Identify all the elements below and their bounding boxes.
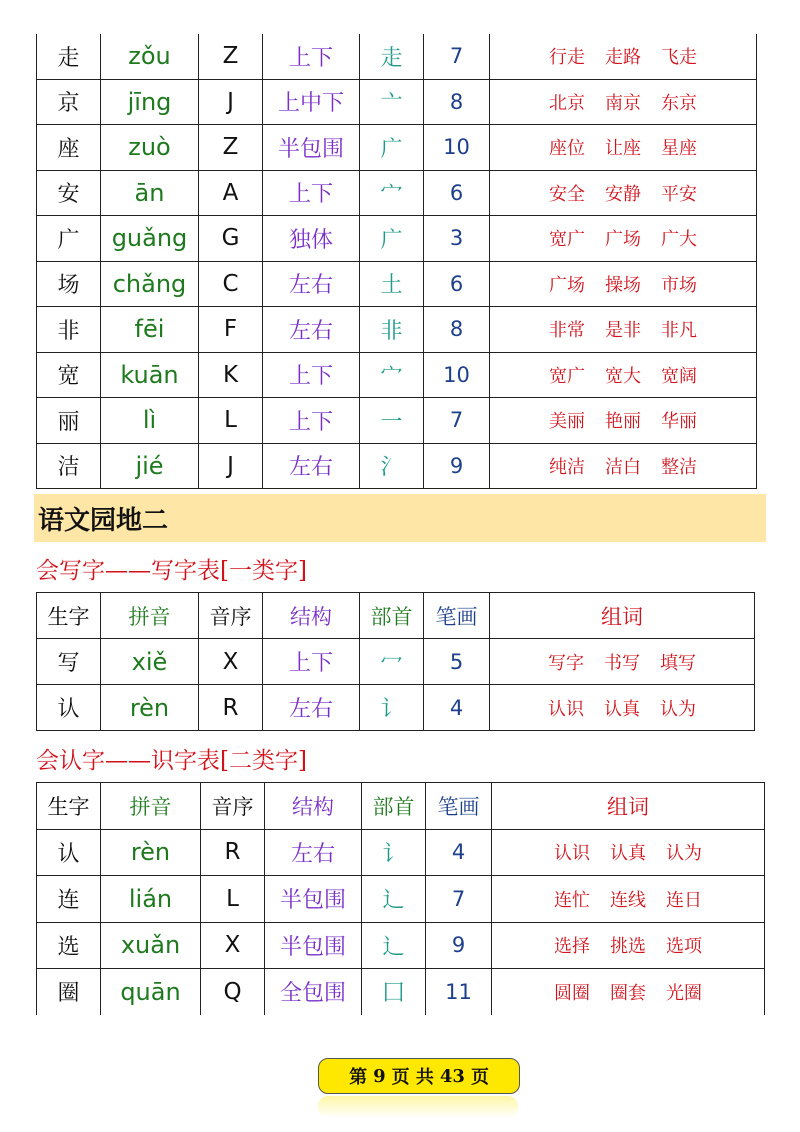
- reading-table-subtitle: 会认字——识字表[二类字]: [36, 748, 307, 774]
- order-cell: G: [199, 216, 263, 262]
- order-cell: X: [199, 639, 263, 685]
- character-cell: 京: [37, 79, 101, 125]
- radical-cell: 宀: [360, 170, 424, 216]
- structure-cell: 半包围: [263, 125, 360, 171]
- structure-cell: 全包围: [265, 969, 362, 1015]
- strokes-cell: 8: [424, 307, 490, 353]
- strokes-cell: 9: [426, 922, 492, 969]
- word-item: 是非: [605, 320, 641, 342]
- word-item: 行走: [549, 47, 585, 69]
- word-item: 广场: [605, 229, 641, 251]
- character-cell: 认: [37, 829, 101, 876]
- word-item: 让座: [605, 138, 641, 160]
- strokes-cell: 7: [424, 398, 490, 444]
- word-item: 选项: [666, 936, 702, 958]
- character-table-2: [36, 592, 755, 731]
- words-cell: [490, 216, 757, 262]
- word-item: 非常: [549, 320, 585, 342]
- character-cell: 认: [37, 685, 101, 731]
- word-item: 操场: [605, 274, 641, 296]
- radical-cell: 讠: [360, 685, 424, 731]
- word-item: 圆圈: [554, 982, 590, 1004]
- table-row: [37, 969, 765, 1015]
- header-strokes: 笔画: [426, 783, 492, 830]
- character-table-3: [36, 782, 765, 1015]
- structure-cell: 左右: [265, 829, 362, 876]
- word-item: 走路: [605, 47, 641, 69]
- table-row: [37, 398, 757, 444]
- table-row: [37, 922, 765, 969]
- order-cell: A: [199, 170, 263, 216]
- pinyin-cell: ān: [101, 170, 199, 216]
- page-label-middle: 页 共: [391, 1067, 434, 1088]
- section-title: 语文园地二: [38, 505, 169, 536]
- word-item: 宽阔: [661, 365, 697, 387]
- radical-cell: 亠: [360, 79, 424, 125]
- header-order: 音序: [199, 593, 263, 639]
- header-order: 音序: [201, 783, 265, 830]
- section-banner: [34, 494, 766, 542]
- strokes-cell: 10: [424, 125, 490, 171]
- order-cell: C: [199, 261, 263, 307]
- header-structure: 结构: [263, 593, 360, 639]
- structure-cell: 半包围: [265, 922, 362, 969]
- pinyin-cell: guǎng: [101, 216, 199, 262]
- radical-cell: 广: [360, 216, 424, 262]
- table-row: [37, 261, 757, 307]
- strokes-cell: 10: [424, 352, 490, 398]
- table-row: [37, 443, 757, 489]
- table-row: [37, 125, 757, 171]
- word-item: 座位: [549, 138, 585, 160]
- word-item: 圈套: [610, 982, 646, 1004]
- order-cell: Q: [201, 969, 265, 1015]
- order-cell: J: [199, 79, 263, 125]
- table-row: [37, 170, 757, 216]
- table-header-row: [37, 783, 765, 830]
- word-item: 认识: [554, 843, 590, 865]
- structure-cell: 上下: [263, 170, 360, 216]
- word-item: 广大: [661, 229, 697, 251]
- word-item: 东京: [661, 92, 697, 114]
- radical-cell: 讠: [362, 829, 426, 876]
- structure-cell: 左右: [263, 307, 360, 353]
- word-item: 安静: [605, 183, 641, 205]
- pinyin-cell: xiě: [101, 639, 199, 685]
- pinyin-cell: chǎng: [101, 261, 199, 307]
- character-cell: 圈: [37, 969, 101, 1015]
- word-item: 艳丽: [605, 411, 641, 433]
- order-cell: L: [201, 876, 265, 923]
- radical-cell: 广: [360, 125, 424, 171]
- table-row: [37, 34, 757, 79]
- character-table-1: [36, 34, 757, 489]
- table-row: [37, 216, 757, 262]
- word-item: 选择: [554, 936, 590, 958]
- structure-cell: 独体: [263, 216, 360, 262]
- structure-cell: 左右: [263, 685, 360, 731]
- table-row: [37, 876, 765, 923]
- words-cell: [490, 352, 757, 398]
- table-row: [37, 307, 757, 353]
- radical-cell: 辶: [362, 922, 426, 969]
- pinyin-cell: zǒu: [101, 34, 199, 79]
- word-item: 市场: [661, 274, 697, 296]
- header-pinyin: 拼音: [101, 783, 201, 830]
- word-item: 认识: [548, 698, 584, 720]
- pinyin-cell: jié: [101, 443, 199, 489]
- strokes-cell: 8: [424, 79, 490, 125]
- character-cell: 广: [37, 216, 101, 262]
- structure-cell: 上下: [263, 34, 360, 79]
- character-cell: 连: [37, 876, 101, 923]
- pinyin-cell: lì: [101, 398, 199, 444]
- structure-cell: 上下: [263, 352, 360, 398]
- words-cell: [490, 125, 757, 171]
- word-item: 认为: [660, 698, 696, 720]
- word-item: 洁白: [605, 456, 641, 478]
- page-label-prefix: 第: [349, 1067, 368, 1088]
- header-words: 组词: [492, 783, 765, 830]
- word-item: 飞走: [661, 47, 697, 69]
- words-cell: [490, 307, 757, 353]
- order-cell: J: [199, 443, 263, 489]
- word-item: 光圈: [666, 982, 702, 1004]
- table-row: [37, 639, 755, 685]
- table-row: [37, 685, 755, 731]
- header-radical: 部首: [362, 783, 426, 830]
- words-cell: [490, 170, 757, 216]
- word-item: 认真: [610, 843, 646, 865]
- words-cell: [490, 443, 757, 489]
- radical-cell: 土: [360, 261, 424, 307]
- words-cell: [492, 969, 765, 1015]
- order-cell: F: [199, 307, 263, 353]
- words-cell: [490, 639, 755, 685]
- structure-cell: 左右: [263, 261, 360, 307]
- table-row: [37, 829, 765, 876]
- strokes-cell: 5: [424, 639, 490, 685]
- page-indicator: [318, 1058, 520, 1094]
- word-item: 连线: [610, 889, 646, 911]
- word-item: 连日: [666, 889, 702, 911]
- header-radical: 部首: [360, 593, 424, 639]
- radical-cell: 冖: [360, 639, 424, 685]
- header-character: 生字: [37, 783, 101, 830]
- strokes-cell: 7: [424, 34, 490, 79]
- radical-cell: 宀: [360, 352, 424, 398]
- word-item: 纯洁: [549, 456, 585, 478]
- strokes-cell: 4: [424, 685, 490, 731]
- words-cell: [492, 876, 765, 923]
- header-words: 组词: [490, 593, 755, 639]
- strokes-cell: 6: [424, 170, 490, 216]
- header-pinyin: 拼音: [101, 593, 199, 639]
- character-cell: 非: [37, 307, 101, 353]
- radical-cell: 囗: [362, 969, 426, 1015]
- header-strokes: 笔画: [424, 593, 490, 639]
- word-item: 宽大: [605, 365, 641, 387]
- words-cell: [490, 685, 755, 731]
- word-item: 南京: [605, 92, 641, 114]
- writing-table-subtitle: 会写字——写字表[一类字]: [36, 558, 307, 584]
- pinyin-cell: lián: [101, 876, 201, 923]
- pinyin-cell: kuān: [101, 352, 199, 398]
- radical-cell: 辶: [362, 876, 426, 923]
- word-item: 广场: [549, 274, 585, 296]
- strokes-cell: 6: [424, 261, 490, 307]
- order-cell: Z: [199, 34, 263, 79]
- structure-cell: 半包围: [265, 876, 362, 923]
- radical-cell: 走: [360, 34, 424, 79]
- word-item: 连忙: [554, 889, 590, 911]
- words-cell: [490, 398, 757, 444]
- table-header-row: [37, 593, 755, 639]
- word-item: 华丽: [661, 411, 697, 433]
- words-cell: [490, 34, 757, 79]
- word-item: 整洁: [661, 456, 697, 478]
- page-label-suffix: 页: [470, 1067, 489, 1088]
- pinyin-cell: fēi: [101, 307, 199, 353]
- structure-cell: 上下: [263, 398, 360, 444]
- word-item: 认为: [666, 843, 702, 865]
- order-cell: R: [199, 685, 263, 731]
- table-row: [37, 352, 757, 398]
- word-item: 挑选: [610, 936, 646, 958]
- order-cell: K: [199, 352, 263, 398]
- structure-cell: 上中下: [263, 79, 360, 125]
- order-cell: Z: [199, 125, 263, 171]
- word-item: 平安: [661, 183, 697, 205]
- radical-cell: 非: [360, 307, 424, 353]
- pinyin-cell: xuǎn: [101, 922, 201, 969]
- pinyin-cell: quān: [101, 969, 201, 1015]
- character-cell: 选: [37, 922, 101, 969]
- strokes-cell: 11: [426, 969, 492, 1015]
- header-structure: 结构: [265, 783, 362, 830]
- word-item: 写字: [548, 652, 584, 674]
- order-cell: R: [201, 829, 265, 876]
- word-item: 非凡: [661, 320, 697, 342]
- character-cell: 座: [37, 125, 101, 171]
- words-cell: [492, 922, 765, 969]
- character-cell: 宽: [37, 352, 101, 398]
- word-item: 宽广: [549, 229, 585, 251]
- current-page: 9: [373, 1065, 386, 1087]
- word-item: 填写: [660, 652, 696, 674]
- word-item: 安全: [549, 183, 585, 205]
- word-item: 美丽: [549, 411, 585, 433]
- structure-cell: 上下: [263, 639, 360, 685]
- structure-cell: 左右: [263, 443, 360, 489]
- character-cell: 安: [37, 170, 101, 216]
- words-cell: [490, 79, 757, 125]
- radical-cell: 氵: [360, 443, 424, 489]
- header-character: 生字: [37, 593, 101, 639]
- pinyin-cell: rèn: [101, 829, 201, 876]
- word-item: 宽广: [549, 365, 585, 387]
- order-cell: X: [201, 922, 265, 969]
- pinyin-cell: rèn: [101, 685, 199, 731]
- table-row: [37, 79, 757, 125]
- word-item: 星座: [661, 138, 697, 160]
- character-cell: 场: [37, 261, 101, 307]
- pinyin-cell: zuò: [101, 125, 199, 171]
- word-item: 书写: [604, 652, 640, 674]
- total-pages: 43: [439, 1065, 465, 1087]
- words-cell: [492, 829, 765, 876]
- pinyin-cell: jīng: [101, 79, 199, 125]
- word-item: 北京: [549, 92, 585, 114]
- word-item: 认真: [604, 698, 640, 720]
- character-cell: 走: [37, 34, 101, 79]
- character-cell: 写: [37, 639, 101, 685]
- character-cell: 洁: [37, 443, 101, 489]
- strokes-cell: 4: [426, 829, 492, 876]
- order-cell: L: [199, 398, 263, 444]
- words-cell: [490, 261, 757, 307]
- page-indicator-reflection: [318, 1096, 518, 1118]
- character-cell: 丽: [37, 398, 101, 444]
- strokes-cell: 3: [424, 216, 490, 262]
- radical-cell: 一: [360, 398, 424, 444]
- strokes-cell: 9: [424, 443, 490, 489]
- strokes-cell: 7: [426, 876, 492, 923]
